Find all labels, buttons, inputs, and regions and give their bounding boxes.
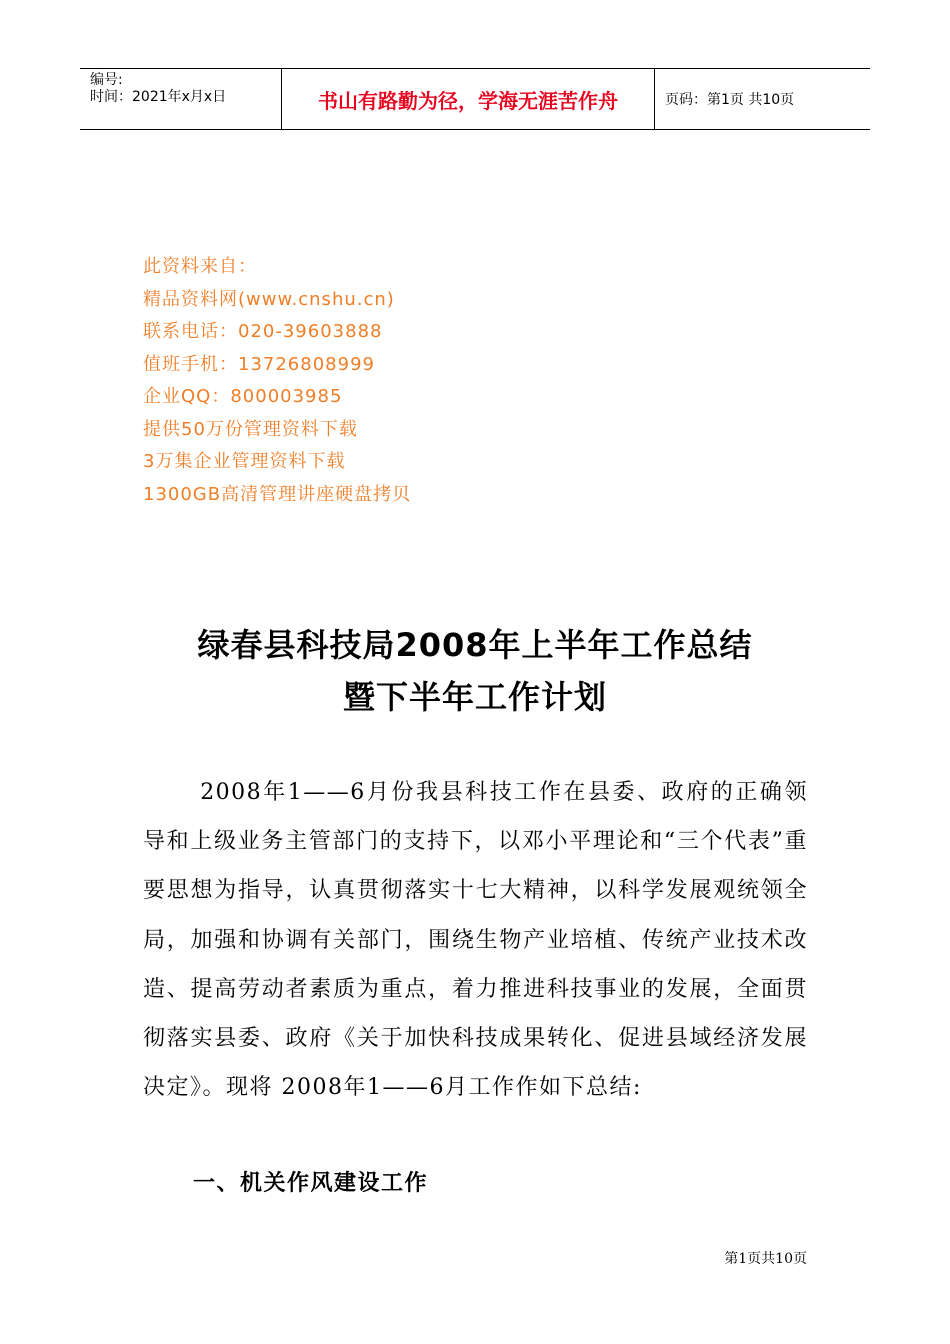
document-title-line-1: 绿春县科技局2008年上半年工作总结 [197,626,753,664]
source-line: 此资料来自： [143,256,257,277]
page-header [80,68,870,130]
document-title-line-2: 暨下半年工作计划 [342,678,607,716]
header-page-info: 页码：第1页 共10页 [665,92,795,108]
source-line: 值班手机：13726808999 [143,353,375,375]
source-line: 联系电话：020-39603888 [143,321,383,342]
document-date-label: 时间：2021年x月x日 [90,89,227,105]
source-line: 3万集企业管理资料下载 [143,451,346,472]
intro-paragraph: 2008年1——6月份我县科技工作在县委、政府的正确领导和上级业务主管部门的支持下，以邓小平理论和“三个代表”重要思想为指导，认真贯彻落实十七大精神，以科学发展观统领全局，加强和协调有关部门，围绕生物产业培植、传统产业技术改造、提高劳动者素质为重点，着力推进科技事业的发展，全面贯彻落实县委、政府《关于加快科技成果转化、促进县域经济发展决定》。现将 2008年1——6月工作作如下总结: [143,780,808,1101]
source-line: 提供50万份管理资料下载 [143,418,358,440]
document-number-label: 编号: [90,72,123,88]
header-motto: 书山有路勤为径，学海无涯苦作舟 [282,69,655,129]
source-line: 企业QQ：800003985 [143,386,343,407]
source-info-block [143,251,411,511]
header-meta-cell [80,69,282,129]
source-line: 1300GB高清管理讲座硬盘拷贝 [143,483,412,505]
source-line: 精品资料网(www.cnshu.cn) [143,288,395,310]
page-footer: 第1页共10页 [724,1251,807,1267]
section-heading-1: 一、机关作风建设工作 [193,1171,429,1196]
